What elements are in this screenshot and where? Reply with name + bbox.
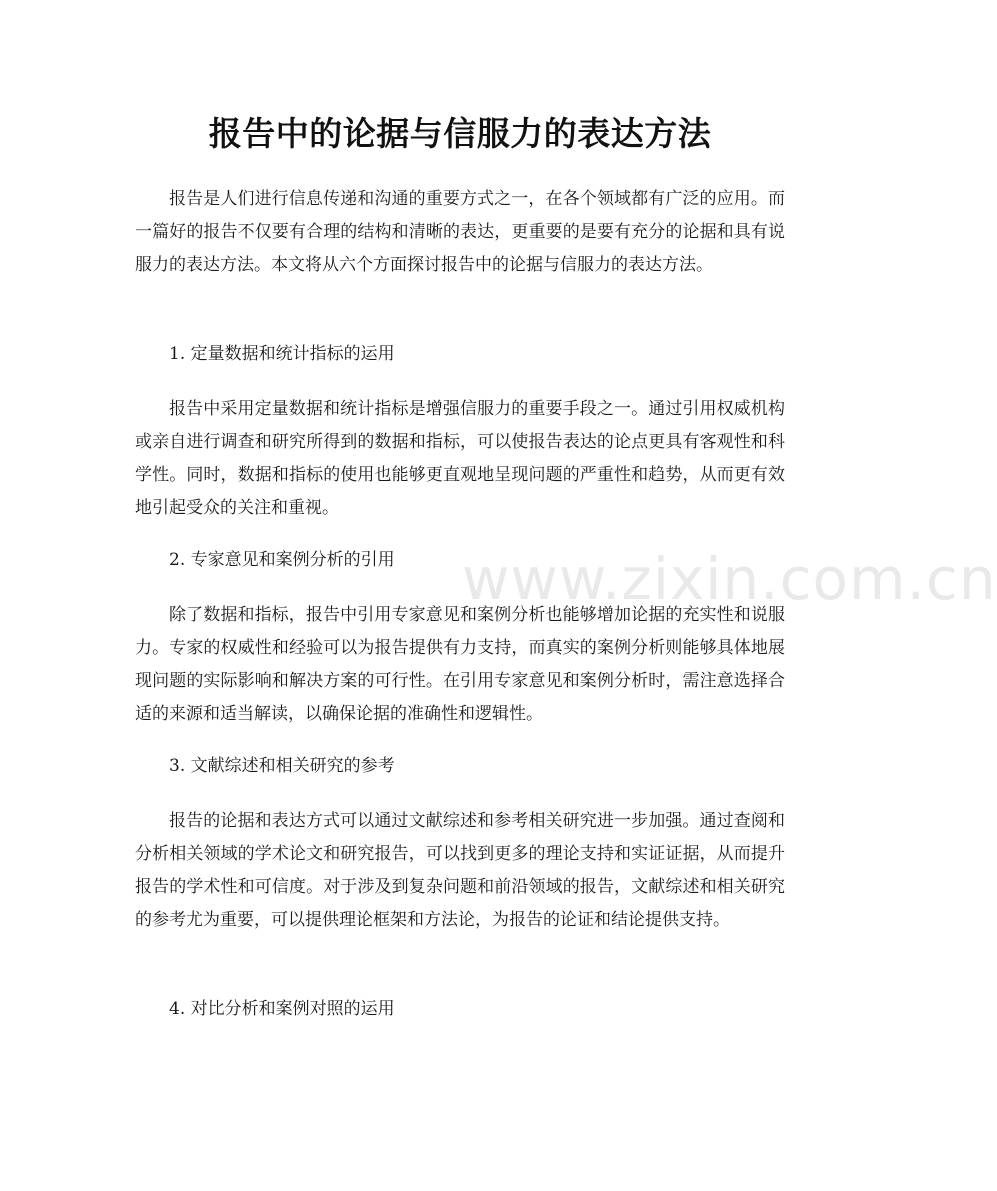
page-title: 报告中的论据与信服力的表达方法 xyxy=(208,114,712,153)
section-heading-1: 1. 定量数据和统计指标的运用 xyxy=(169,344,395,364)
section-heading-4: 4. 对比分析和案例对照的运用 xyxy=(169,999,395,1019)
section-body-2: 除了数据和指标，报告中引用专家意见和案例分析也能够增加论据的充实性和说服力。专家的权威性和经验可以为报告提供有力支持，而真实的案例分析则能够具体地展现问题的实际影响和解决方案的可行性。在引用专家意见和案例分析时，需注意选择合适的来源和适当解读，以确保论据的准确性和逻辑性。 xyxy=(135,605,785,724)
watermark: www.zixin.com.cn xyxy=(462,545,997,613)
section-body-1: 报告中采用定量数据和统计指标是增强信服力的重要手段之一。通过引用权威机构或亲自进行调查和研究所得到的数据和指标，可以使报告表达的论点更具有客观性和科学性。同时，数据和指标的使用也能够更直观地呈现问题的严重性和趋势，从而更有效地引起受众的关注和重视。 xyxy=(135,399,785,518)
intro-paragraph: 报告是人们进行信息传递和沟通的重要方式之一，在各个领域都有广泛的应用。而一篇好的报告不仅要有合理的结构和清晰的表达，更重要的是要有充分的论据和具有说服力的表达方法。本文将从六个方面探讨报告中的论据与信服力的表达方法。 xyxy=(135,189,785,275)
section-heading-2: 2. 专家意见和案例分析的引用 xyxy=(169,550,395,570)
section-body-3: 报告的论据和表达方式可以通过文献综述和参考相关研究进一步加强。通过查阅和分析相关领域的学术论文和研究报告，可以找到更多的理论支持和实证证据，从而提升报告的学术性和可信度。对于涉及到复杂问题和前沿领域的报告，文献综述和相关研究的参考尤为重要，可以提供理论框架和方法论，为报告的论证和结论提供支持。 xyxy=(135,811,785,930)
section-heading-3: 3. 文献综述和相关研究的参考 xyxy=(169,756,395,776)
